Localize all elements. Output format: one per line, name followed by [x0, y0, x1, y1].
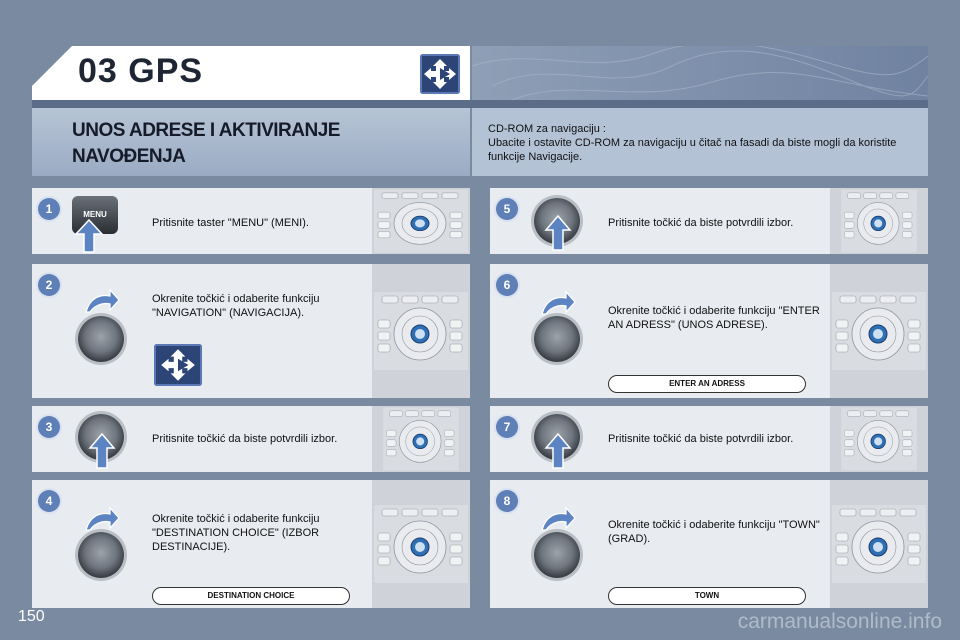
radio-panel-image: [830, 406, 928, 472]
radio-panel-image: [372, 264, 470, 398]
cd-rom-note: [488, 122, 918, 164]
step-number-7: 7: [496, 416, 518, 438]
step-text-5: Pritisnite točkić da biste potvrdili izbor.: [608, 217, 794, 229]
press-arrow-icon: [74, 218, 104, 254]
navigation-icon: [154, 344, 202, 386]
step-text-1: Pritisnite taster "MENU" (MENI).: [152, 217, 309, 229]
radio-panel-image: [830, 264, 928, 398]
step-text-6: Okrenite točkić i odaberite funkciju "ENTER AN ADRESS" (UNOS ADRESE).: [608, 305, 820, 331]
menu-button-icon: MENU: [72, 196, 118, 234]
map-contour-decoration: [472, 46, 928, 100]
watermark: carmanualsonline.info: [737, 610, 942, 633]
step-number-6: 6: [496, 274, 518, 296]
step-number-8: 8: [496, 490, 518, 512]
page-number: 150: [18, 608, 45, 625]
rotate-arrow-icon: [82, 288, 120, 314]
chapter-title: 03 GPS: [78, 52, 204, 90]
radio-panel-image: [830, 480, 928, 608]
header-map-panel: [472, 46, 928, 100]
header-divider: [32, 100, 928, 108]
rotary-knob-icon: [78, 316, 124, 362]
press-arrow-icon: [544, 432, 572, 470]
radio-panel-image: [372, 188, 470, 254]
cd-rom-note-line-1: CD-ROM za navigaciju :: [488, 123, 606, 135]
rotary-knob-icon: [534, 316, 580, 362]
destination-choice-menu-item: DESTINATION CHOICE: [152, 587, 350, 605]
rotate-arrow-icon: [82, 506, 120, 532]
step-number-3: 3: [38, 416, 60, 438]
section-title: [72, 118, 392, 170]
step-number-5: 5: [496, 198, 518, 220]
enter-an-adress-menu-item: ENTER AN ADRESS: [608, 375, 806, 393]
press-arrow-icon: [88, 432, 116, 470]
section-title-line-2: NAVOĐENJA: [72, 146, 186, 167]
rotate-arrow-icon: [538, 290, 576, 316]
step-text-4: Okrenite točkić i odaberite funkciju "DESTINATION CHOICE" (IZBOR DESTINACIJE).: [152, 513, 320, 553]
radio-panel-image: [372, 406, 470, 472]
step-text-8: Okrenite točkić i odaberite funkciju "TOWN" (GRAD).: [608, 519, 820, 545]
step-text-2: Okrenite točkić i odaberite funkciju "NAVIGATION" (NAVIGACIJA).: [152, 293, 320, 319]
radio-panel-image: [372, 480, 470, 608]
rotary-knob-icon: [78, 532, 124, 578]
cd-rom-note-line-2: Ubacite i ostavite CD-ROM za navigaciju u čitač na fasadi da biste mogli da koristite funkcije Navigacije.: [488, 137, 897, 163]
rotary-knob-icon: [534, 532, 580, 578]
step-text-3: Pritisnite točkić da biste potvrdili izbor.: [152, 433, 338, 445]
step-number-1: 1: [38, 198, 60, 220]
town-menu-item: TOWN: [608, 587, 806, 605]
navigation-icon: [420, 54, 460, 94]
step-number-2: 2: [38, 274, 60, 296]
step-text-7: Pritisnite točkić da biste potvrdili izbor.: [608, 433, 794, 445]
radio-panel-image: [830, 188, 928, 254]
rotate-arrow-icon: [538, 506, 576, 532]
step-number-4: 4: [38, 490, 60, 512]
press-arrow-icon: [544, 214, 572, 252]
section-title-line-1: UNOS ADRESE I AKTIVIRANJE: [72, 120, 340, 141]
